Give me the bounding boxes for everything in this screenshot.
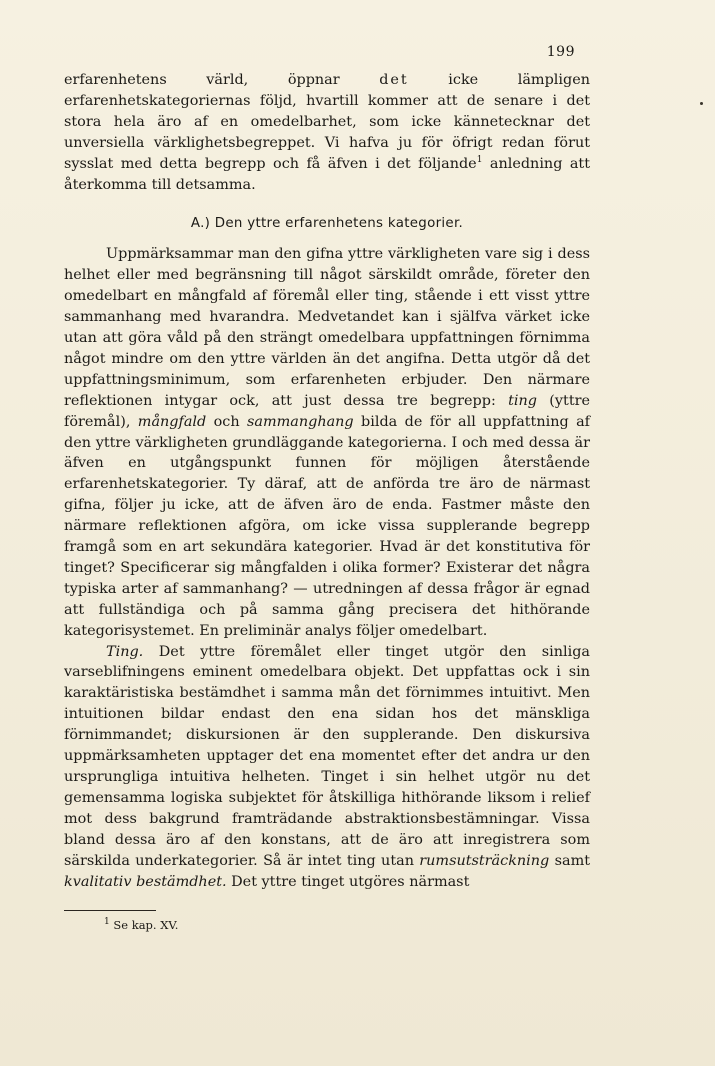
section-heading: A.) Den yttre erfarenhetens kategorier.: [190, 216, 464, 232]
italic-term: Ting.: [106, 643, 144, 660]
text-run: anledning att återkomma till detsamma.: [64, 155, 590, 193]
footnote-divider: [64, 910, 156, 911]
text-run: (yttre föremål),: [64, 392, 591, 430]
main-text: [64, 70, 590, 892]
footnote: [104, 918, 178, 932]
italic-term: sammanghang: [247, 413, 354, 430]
paragraph-ting: [64, 642, 590, 893]
text-run: icke lämpligen erfarenhetskategoriernas följd, hvartill kommer att de senare i det stora hela äro af en omedelbarhet, som icke kännetecknar det unversiella värklighetsbegreppet. Vi hafva ju för öfrigt redan förut sysslat med detta begrepp och få äfven i det följande: [64, 72, 590, 172]
text-run: och: [206, 413, 247, 430]
text-run: erfarenhetens värld, öppnar: [64, 72, 380, 88]
italic-term: kvalitativ bestämdhet.: [64, 873, 227, 890]
italic-term: ting: [508, 392, 537, 409]
text-run: samt: [549, 852, 590, 869]
text-run: Det yttre tinget utgöres närmast: [226, 873, 470, 890]
paper-speck: [700, 102, 703, 105]
footnote-ref: 1: [476, 154, 483, 165]
text-run: Det yttre föremålet eller tinget utgör den sinliga varseblifningens eminent omedelbara objekt. Det uppfattas ock i sin karaktäristiska bestämdhet i samma mån det förnimmes intuitivt. Men intuitionen bildar endast den ena sidan hos det mänskliga förnimmandet; diskursionen är den supplerande. Den diskursiva uppmärksamheten upptager det ena momentet efter det andra ur den ursprungliga intuitiva helheten. Tinget i sin helhet utgör nu det gemensamma logiska subjektet för åtskilliga hithörande liksom i relief mot dess bakgrund framträdande abstraktionsbestämningar. Vissa bland dessa äro af den konstans, att de äro att inregistrera som särskilda underkategorier. Så är intet ting utan: [64, 643, 590, 869]
page-number: 199: [546, 44, 575, 60]
text-run: bilda de för all uppfattning af den yttre värkligheten grundläggande kategorierna. I och med dessa är äfven en utgångspunkt funnen för möjligen återstående erfarenhetskategorier. Ty däraf, att de anförda tre äro de närmast gifna, följer ju icke, att de äfven äro de enda. Fastmer måste den närmare reflektionen afgöra, om icke vissa supplerande begrepp framgå som en art sekundära kategorier. Hvad är det konstitutiva för tinget? Specificerar sig mångfalden i olika former? Existerar det några typiska arter af sammanhang? — utredningen af dessa frågor är egnad att fullständiga och på samma gång precisera det hithörande kategorisystemet. En preliminär analys följer omedelbart.: [64, 413, 590, 639]
italic-term: rumsutsträckning: [419, 852, 550, 869]
spaced-word: det: [379, 72, 409, 88]
paragraph-categories: [64, 244, 590, 641]
footnote-marker: 1: [104, 917, 110, 928]
text-run: Uppmärksammar man den gifna yttre värkligheten vare sig i dess helhet eller med begränsning till något särskildt område, företer den omedelbart en mångfald af föremål eller ting, stående i ett visst yttre sammanhang med hvarandra. Medvetandet kan i själfva värket icke utan att göra våld på den strängt omedelbara uppfattningen förnimma något mindre om den yttre världen än det angifna. Detta utgör då det uppfattningsminimum, som erfarenheten erbjuder. Den närmare reflektionen intygar ock, att just dessa tre begrepp:: [64, 246, 590, 409]
italic-term: mångfald: [137, 413, 207, 430]
footnote-text: Se kap. XV.: [113, 918, 179, 932]
paragraph-intro: [64, 70, 590, 195]
